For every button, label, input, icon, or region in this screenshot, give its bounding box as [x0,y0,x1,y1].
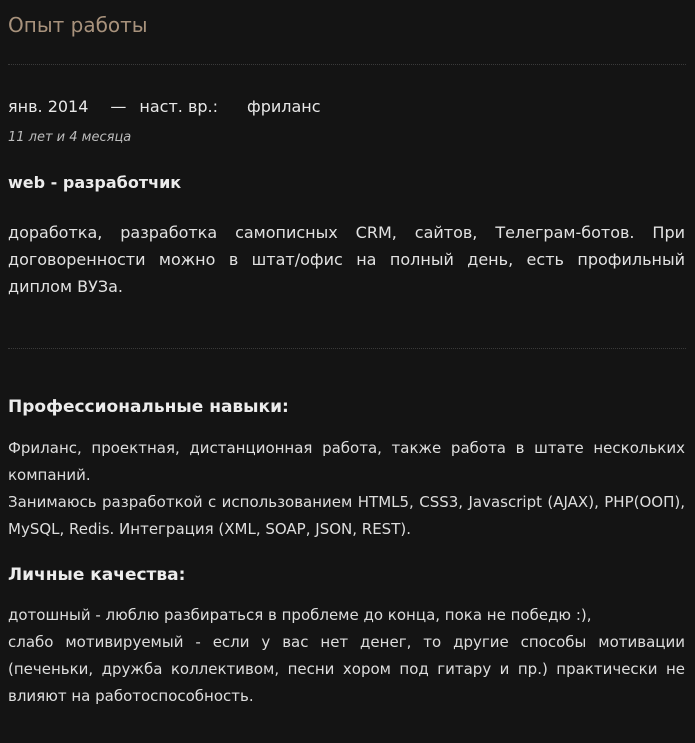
personal-text [8,602,685,710]
section-divider [8,64,686,65]
company-name: фриланс [247,97,321,116]
experience-description: доработка, разработка самописных CRM, сайтов, Телеграм-ботов. При договоренности можно в штат/офис на полный день, есть профильный диплом ВУЗа. [8,223,685,296]
skills-line: Занимаюсь разработкой с использованием HTML5, CSS3, Javascript (AJAX), PHP(ООП), MySQL, Redis. Интеграция (XML, SOAP, JSON, REST). [8,493,685,538]
skills-line: Фриланс, проектная, дистанционная работа, также работа в штате нескольких компаний. [8,439,685,484]
position-title: web - разработчик [8,173,182,192]
end-date: наст. вр.: [139,97,219,116]
experience-duration: 11 лет и 4 месяца [8,130,132,145]
experience-heading: Опыт работы [8,13,148,37]
personal-line: слабо мотивируемый - если у вас нет денег, то другие способы мотивации (печеньки, дружба коллективом, песни хором под гитару и пр.) практически не влияют на работоспособность. [8,633,685,705]
personal-heading: Личные качества: [8,565,186,585]
start-date: янв. 2014 [8,97,89,116]
period-dash: — [110,97,127,116]
experience-period [8,97,321,116]
skills-text [8,435,685,543]
section-divider [8,348,686,349]
skills-heading: Профессиональные навыки: [8,397,289,417]
personal-line: дотошный - люблю разбираться в проблеме до конца, пока не победю :), [8,606,592,624]
